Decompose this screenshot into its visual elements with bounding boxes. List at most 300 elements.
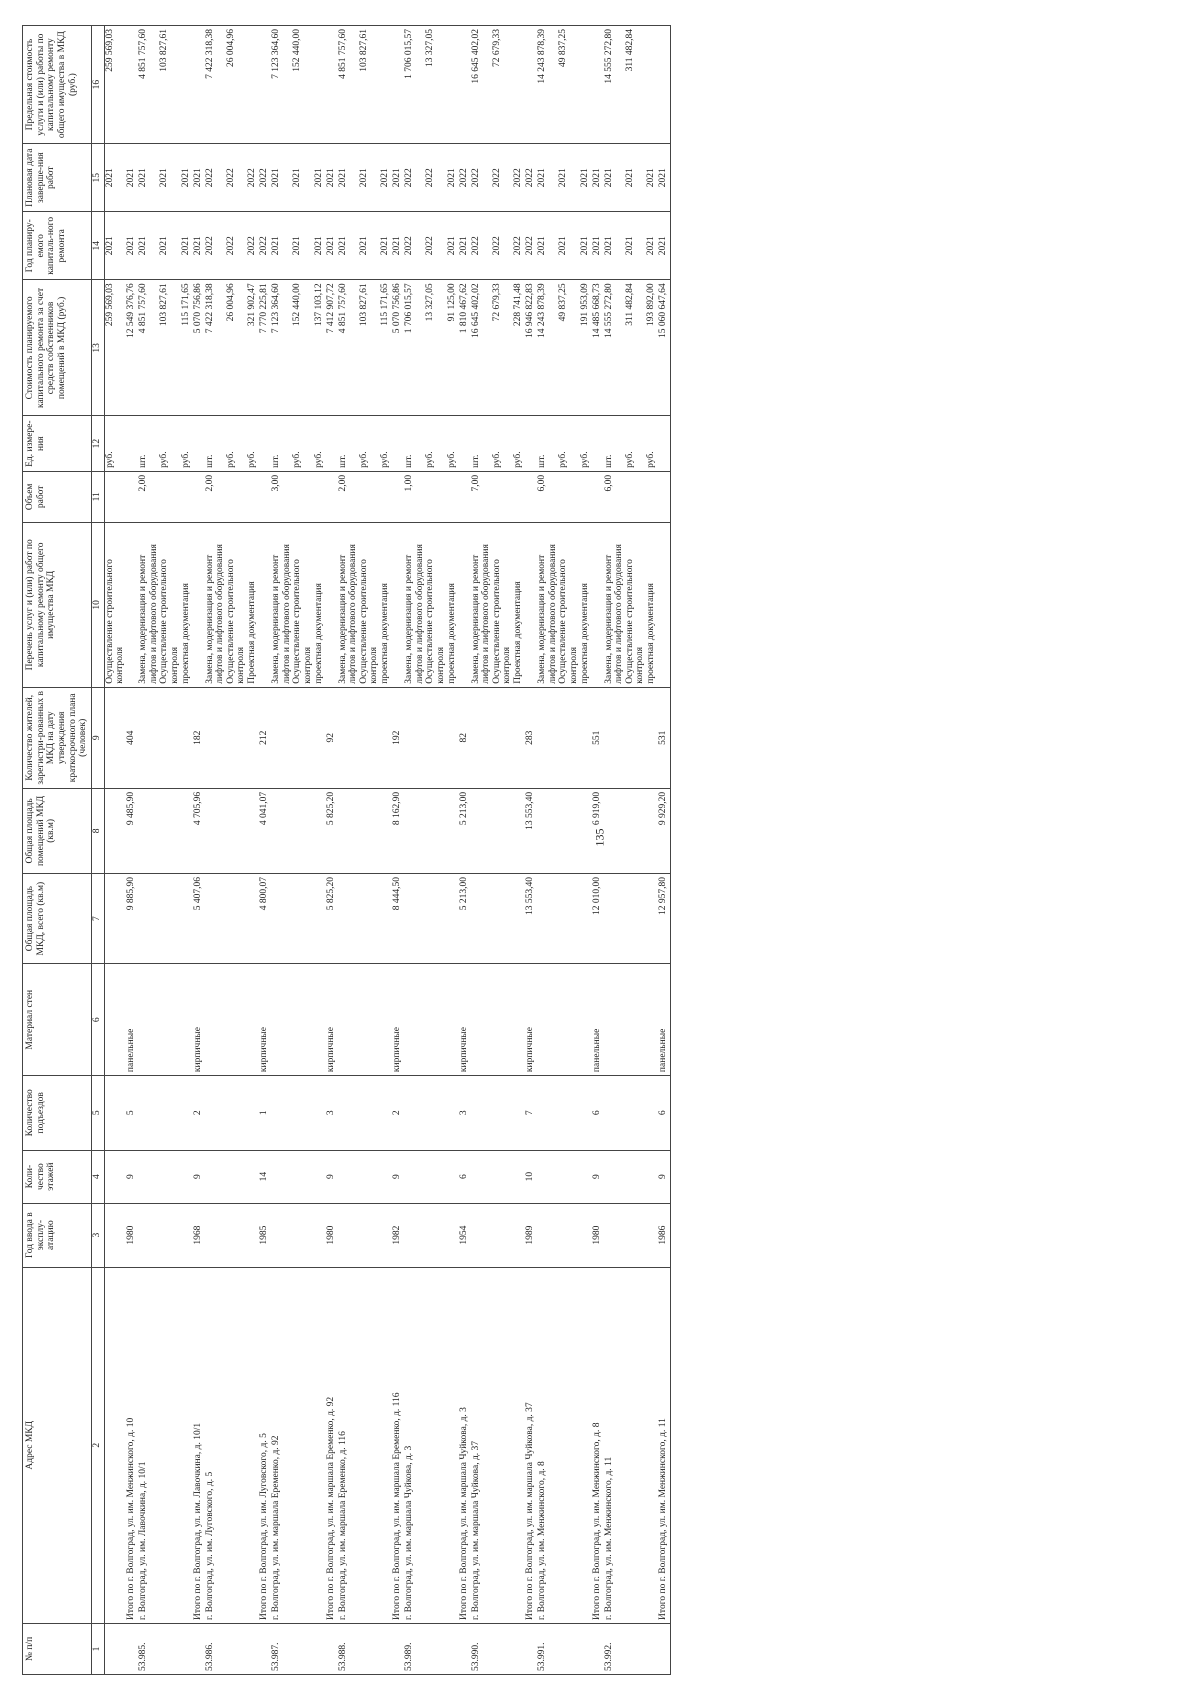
table-cell: 72 679,33 xyxy=(492,26,513,144)
table-row xyxy=(592,26,604,1675)
table-cell xyxy=(359,1150,380,1203)
table-cell xyxy=(404,1076,425,1150)
table-cell: руб. xyxy=(159,416,180,471)
table-cell: 13 327,05 xyxy=(425,26,446,144)
table-cell xyxy=(380,788,392,873)
table-cell: 2021 xyxy=(314,144,326,212)
table-cell xyxy=(181,873,193,963)
table-cell: 53.989. xyxy=(404,1623,425,1674)
table-cell xyxy=(314,26,326,144)
table-cell xyxy=(193,1623,205,1674)
table-cell xyxy=(646,1623,658,1674)
table-cell xyxy=(580,964,592,1076)
table-cell xyxy=(292,1150,313,1203)
column-header: Перечень услуг и (или) работ по капитальному ремонту общего имущества МКД xyxy=(23,522,92,687)
table-cell: 1982 xyxy=(392,1203,404,1267)
table-cell xyxy=(247,471,259,522)
table-cell xyxy=(205,788,226,873)
column-number-row xyxy=(91,26,104,1675)
table-cell xyxy=(181,1203,193,1267)
table-cell xyxy=(292,687,313,788)
table-cell xyxy=(558,687,579,788)
table-cell xyxy=(658,1623,671,1674)
table-cell: 5 825,20 xyxy=(326,873,338,963)
table-cell: руб. xyxy=(513,416,525,471)
table-cell xyxy=(181,26,193,144)
table-cell xyxy=(226,471,247,522)
table-row xyxy=(459,26,471,1675)
table-cell xyxy=(126,416,138,471)
table-cell: 2022 xyxy=(492,144,513,212)
table-cell xyxy=(525,522,537,687)
table-cell xyxy=(658,26,671,144)
table-cell xyxy=(537,1203,558,1267)
table-cell: 53.987. xyxy=(271,1623,292,1674)
table-row xyxy=(359,26,380,1675)
table-cell xyxy=(580,1623,592,1674)
table-cell: Замена, модернизация и ремонт лифтов и лифтового оборудования xyxy=(471,522,492,687)
table-cell: 2021 xyxy=(592,212,604,280)
table-cell xyxy=(492,1267,513,1623)
table-cell xyxy=(247,26,259,144)
table-cell: 2021 xyxy=(359,212,380,280)
table-cell xyxy=(646,471,658,522)
table-cell xyxy=(459,1623,471,1674)
table-cell: 5 825,20 xyxy=(326,788,338,873)
table-cell: 1954 xyxy=(459,1203,471,1267)
table-cell: 9 885,90 xyxy=(126,873,138,963)
table-cell: Итого по г. Волгоград, ул. им. маршала Еременко, д. 116 xyxy=(392,1267,404,1623)
table-cell: 12 549 376,76 xyxy=(126,280,138,416)
table-cell: 26 004,96 xyxy=(226,280,247,416)
column-number: 13 xyxy=(91,280,104,416)
table-cell: 2021 xyxy=(181,212,193,280)
table-cell: руб. xyxy=(292,416,313,471)
table-cell: Осуществление строительного контроля xyxy=(104,522,126,687)
table-cell: 2,00 xyxy=(138,471,159,522)
table-cell xyxy=(646,1076,658,1150)
table-cell: 115 171,65 xyxy=(181,280,193,416)
table-cell: проектная документация xyxy=(314,522,326,687)
table-cell: Замена, модернизация и ремонт лифтов и лифтового оборудования xyxy=(404,522,425,687)
table-cell: проектная документация xyxy=(447,522,459,687)
table-cell xyxy=(181,1150,193,1203)
table-cell: Проектная документация xyxy=(247,522,259,687)
table-cell: 1985 xyxy=(259,1203,271,1267)
table-cell: 6,00 xyxy=(604,471,625,522)
table-cell xyxy=(625,1623,646,1674)
table-cell xyxy=(392,26,404,144)
table-cell xyxy=(380,1267,392,1623)
table-cell xyxy=(471,964,492,1076)
table-cell: 53.991. xyxy=(537,1623,558,1674)
table-cell xyxy=(104,1150,126,1203)
table-row xyxy=(625,26,646,1675)
table-cell: 2021 xyxy=(604,144,625,212)
table-row xyxy=(447,26,459,1675)
table-cell: 2,00 xyxy=(205,471,226,522)
table-cell: 5 070 756,86 xyxy=(193,280,205,416)
table-row xyxy=(404,26,425,1675)
table-cell: кирпичные xyxy=(259,964,271,1076)
table-cell xyxy=(646,1150,658,1203)
table-cell: Осуществление строительного контроля xyxy=(226,522,247,687)
table-cell: 2021 xyxy=(447,144,459,212)
table-cell xyxy=(604,788,625,873)
table-cell: 2021 xyxy=(392,212,404,280)
table-cell: 7,00 xyxy=(471,471,492,522)
table-cell xyxy=(625,964,646,1076)
table-cell xyxy=(404,1150,425,1203)
table-cell: г. Волгоград, ул. им. Лавочкина, д. 10/1 xyxy=(138,1267,159,1623)
table-cell xyxy=(580,1203,592,1267)
table-cell: 193 892,00 xyxy=(646,280,658,416)
table-row xyxy=(604,26,625,1675)
table-cell: 2021 xyxy=(447,212,459,280)
column-number: 16 xyxy=(91,26,104,144)
table-cell: 2021 xyxy=(193,212,205,280)
table-cell: Осуществление строительного контроля xyxy=(425,522,446,687)
table-cell: 2021 xyxy=(314,212,326,280)
table-cell: г. Волгоград, ул. им. Менжинского, д. 8 xyxy=(537,1267,558,1623)
column-number: 4 xyxy=(91,1150,104,1203)
table-cell xyxy=(646,1267,658,1623)
table-cell xyxy=(580,788,592,873)
table-cell xyxy=(513,1076,525,1150)
table-cell xyxy=(625,1267,646,1623)
table-cell: Замена, модернизация и ремонт лифтов и лифтового оборудования xyxy=(271,522,292,687)
table-cell: 5 xyxy=(126,1076,138,1150)
table-cell: 5 407,06 xyxy=(193,873,205,963)
table-cell xyxy=(314,471,326,522)
table-cell xyxy=(658,416,671,471)
column-header: Материал стен xyxy=(23,964,92,1076)
table-cell: 2021 xyxy=(181,144,193,212)
table-cell: 1980 xyxy=(126,1203,138,1267)
table-cell xyxy=(558,1623,579,1674)
table-cell xyxy=(314,1076,326,1150)
table-cell xyxy=(181,1623,193,1674)
table-cell xyxy=(271,964,292,1076)
table-cell xyxy=(138,873,159,963)
table-cell xyxy=(226,873,247,963)
table-cell: 2021 xyxy=(292,144,313,212)
table-cell xyxy=(226,1267,247,1623)
table-cell: 137 103,12 xyxy=(314,280,326,416)
table-cell: 2021 xyxy=(625,144,646,212)
table-cell xyxy=(247,1150,259,1203)
table-cell: г. Волгоград, ул. им. маршала Чуйкова, д. 3 xyxy=(404,1267,425,1623)
table-cell xyxy=(392,471,404,522)
table-row xyxy=(380,26,392,1675)
table-cell xyxy=(492,964,513,1076)
table-cell xyxy=(104,788,126,873)
table-cell: 103 827,61 xyxy=(159,280,180,416)
table-cell xyxy=(492,1150,513,1203)
table-cell xyxy=(447,471,459,522)
table-cell: 2021 xyxy=(159,212,180,280)
column-number: 1 xyxy=(91,1623,104,1674)
table-cell xyxy=(459,522,471,687)
table-cell: Итого по г. Волгоград, ул. им. Менжинского, д. 10 xyxy=(126,1267,138,1623)
table-cell xyxy=(359,1623,380,1674)
table-cell xyxy=(181,1267,193,1623)
table-cell xyxy=(104,1267,126,1623)
table-cell xyxy=(380,1076,392,1150)
table-cell: 4 851 757,60 xyxy=(138,26,159,144)
table-cell: 2021 xyxy=(326,144,338,212)
table-cell xyxy=(359,1267,380,1623)
table-cell xyxy=(380,1623,392,1674)
table-cell: 2021 xyxy=(580,144,592,212)
table-cell: 531 xyxy=(658,687,671,788)
table-cell: 7 770 225,81 xyxy=(259,280,271,416)
table-cell: 8 444,50 xyxy=(392,873,404,963)
table-cell xyxy=(314,1623,326,1674)
table-cell xyxy=(425,1150,446,1203)
table-cell: 14 243 878,39 xyxy=(537,26,558,144)
table-row xyxy=(271,26,292,1675)
table-cell: 2021 xyxy=(159,144,180,212)
table-cell: Замена, модернизация и ремонт лифтов и лифтового оборудования xyxy=(205,522,226,687)
table-cell: 2021 xyxy=(658,144,671,212)
table-row xyxy=(646,26,658,1675)
table-row xyxy=(247,26,259,1675)
table-row xyxy=(658,26,671,1675)
table-cell: 1980 xyxy=(326,1203,338,1267)
table-cell: кирпичные xyxy=(193,964,205,1076)
table-cell xyxy=(513,788,525,873)
table-cell xyxy=(326,522,338,687)
table-cell xyxy=(159,873,180,963)
table-cell: 14 555 272,80 xyxy=(604,280,625,416)
table-cell: 283 xyxy=(525,687,537,788)
table-cell xyxy=(205,1150,226,1203)
table-cell: 16 645 402,02 xyxy=(471,26,492,144)
table-cell xyxy=(159,1623,180,1674)
table-cell xyxy=(380,873,392,963)
table-row xyxy=(492,26,513,1675)
table-cell: 2021 xyxy=(604,212,625,280)
table-cell: 2021 xyxy=(193,144,205,212)
table-cell: 7 123 364,60 xyxy=(271,26,292,144)
column-header: Количество жителей, зарегистри-рованных в МКД на дату утверждения краткосрочного плана (человек) xyxy=(23,687,92,788)
table-cell: 2021 xyxy=(138,212,159,280)
table-cell xyxy=(625,687,646,788)
table-cell: шт. xyxy=(138,416,159,471)
table-cell: шт. xyxy=(404,416,425,471)
table-cell: 2021 xyxy=(126,212,138,280)
table-cell: 2021 xyxy=(271,144,292,212)
table-cell xyxy=(604,687,625,788)
table-cell: Замена, модернизация и ремонт лифтов и лифтового оборудования xyxy=(604,522,625,687)
table-cell xyxy=(380,1203,392,1267)
column-number: 14 xyxy=(91,212,104,280)
table-row xyxy=(580,26,592,1675)
table-cell: 7 412 907,72 xyxy=(326,280,338,416)
table-cell: 6 919,00 xyxy=(592,788,604,873)
table-cell: 2021 xyxy=(558,212,579,280)
table-cell: Итого по г. Волгоград, ул. им. Менжинского, д. 11 xyxy=(658,1267,671,1623)
table-cell xyxy=(159,1076,180,1150)
table-cell xyxy=(558,964,579,1076)
table-cell: 2021 xyxy=(359,144,380,212)
table-cell xyxy=(580,1150,592,1203)
table-cell: 4 041,07 xyxy=(259,788,271,873)
table-cell xyxy=(404,687,425,788)
table-cell xyxy=(537,873,558,963)
table-cell xyxy=(646,873,658,963)
table-cell xyxy=(404,964,425,1076)
table-cell: руб. xyxy=(447,416,459,471)
table-cell: 103 827,61 xyxy=(359,26,380,144)
table-cell xyxy=(338,1150,359,1203)
table-cell: 49 837,25 xyxy=(558,26,579,144)
table-cell xyxy=(580,687,592,788)
table-cell: 9 xyxy=(126,1150,138,1203)
table-cell: 2021 xyxy=(392,144,404,212)
table-cell: 2021 xyxy=(380,212,392,280)
table-cell xyxy=(592,471,604,522)
table-cell: 1986 xyxy=(658,1203,671,1267)
table-cell xyxy=(537,687,558,788)
table-cell: 6,00 xyxy=(537,471,558,522)
table-row xyxy=(138,26,159,1675)
column-header: Год ввода в эксплу-атацию xyxy=(23,1203,92,1267)
table-cell xyxy=(104,964,126,1076)
table-cell xyxy=(359,687,380,788)
table-cell xyxy=(425,788,446,873)
table-cell xyxy=(271,873,292,963)
table-cell xyxy=(138,1150,159,1203)
table-cell: 7 123 364,60 xyxy=(271,280,292,416)
table-cell: 16 946 822,83 xyxy=(525,280,537,416)
table-cell: 7 xyxy=(525,1076,537,1150)
table-cell xyxy=(247,1076,259,1150)
table-cell xyxy=(338,873,359,963)
table-cell: 1,00 xyxy=(404,471,425,522)
header-row xyxy=(23,26,92,1675)
table-cell xyxy=(471,1203,492,1267)
table-cell: 5 070 756,86 xyxy=(392,280,404,416)
table-cell: 49 837,25 xyxy=(558,280,579,416)
table-cell xyxy=(513,471,525,522)
table-cell xyxy=(338,1203,359,1267)
table-cell xyxy=(314,687,326,788)
table-cell xyxy=(338,788,359,873)
table-cell xyxy=(126,522,138,687)
table-row xyxy=(181,26,193,1675)
table-cell xyxy=(404,788,425,873)
table-cell xyxy=(392,522,404,687)
table-cell xyxy=(338,1076,359,1150)
column-number: 15 xyxy=(91,144,104,212)
table-cell: 2021 xyxy=(646,212,658,280)
table-cell xyxy=(425,873,446,963)
column-header: № п/п xyxy=(23,1623,92,1674)
table-cell: 2021 xyxy=(537,212,558,280)
table-cell xyxy=(658,471,671,522)
table-cell: Итого по г. Волгоград, ул. им. маршала Чуйкова, д. 37 xyxy=(525,1267,537,1623)
table-cell: шт. xyxy=(471,416,492,471)
table-cell: 2021 xyxy=(625,212,646,280)
table-cell xyxy=(604,873,625,963)
table-cell: 2021 xyxy=(104,144,126,212)
table-row xyxy=(537,26,558,1675)
table-cell: 7 422 318,38 xyxy=(205,26,226,144)
table-cell: руб. xyxy=(580,416,592,471)
table-cell xyxy=(181,964,193,1076)
table-cell: Осуществление строительного контроля xyxy=(292,522,313,687)
table-cell: 2021 xyxy=(658,212,671,280)
table-cell: 92 xyxy=(326,687,338,788)
table-cell xyxy=(259,26,271,144)
table-header xyxy=(23,26,92,1675)
table-cell xyxy=(359,964,380,1076)
table-cell xyxy=(592,1623,604,1674)
table-cell xyxy=(126,1623,138,1674)
table-cell: 8 162,90 xyxy=(392,788,404,873)
table-row xyxy=(392,26,404,1675)
table-row xyxy=(126,26,138,1675)
table-cell xyxy=(314,964,326,1076)
column-header: Адрес МКД xyxy=(23,1267,92,1623)
table-cell xyxy=(492,1623,513,1674)
table-cell: руб. xyxy=(104,416,126,471)
capital-repair-table xyxy=(22,25,671,1675)
table-cell xyxy=(513,26,525,144)
column-number: 9 xyxy=(91,687,104,788)
table-cell: 15 060 647,64 xyxy=(658,280,671,416)
column-number: 10 xyxy=(91,522,104,687)
table-cell xyxy=(338,964,359,1076)
table-cell: 2021 xyxy=(338,144,359,212)
table-cell: 2022 xyxy=(471,212,492,280)
table-cell xyxy=(104,687,126,788)
table-cell xyxy=(247,873,259,963)
table-cell: 321 902,47 xyxy=(247,280,259,416)
table-cell: руб. xyxy=(226,416,247,471)
table-cell xyxy=(447,1150,459,1203)
table-cell xyxy=(247,1203,259,1267)
table-cell: г. Волгоград, ул. им. Менжинского, д. 11 xyxy=(604,1267,625,1623)
table-cell: 103 827,61 xyxy=(159,26,180,144)
table-cell: кирпичные xyxy=(326,964,338,1076)
table-row xyxy=(314,26,326,1675)
table-cell: руб. xyxy=(625,416,646,471)
table-cell: руб. xyxy=(646,416,658,471)
table-cell xyxy=(292,964,313,1076)
table-cell: 9 xyxy=(193,1150,205,1203)
table-cell xyxy=(326,26,338,144)
table-row xyxy=(471,26,492,1675)
table-cell: шт. xyxy=(604,416,625,471)
table-cell xyxy=(425,687,446,788)
table-cell xyxy=(447,964,459,1076)
table-cell xyxy=(205,687,226,788)
table-cell: руб. xyxy=(247,416,259,471)
table-cell xyxy=(558,1150,579,1203)
table-cell xyxy=(646,687,658,788)
column-number: 2 xyxy=(91,1267,104,1623)
table-cell xyxy=(425,1203,446,1267)
table-cell: 7 422 318,38 xyxy=(205,280,226,416)
table-cell: руб. xyxy=(359,416,380,471)
table-cell: Итого по г. Волгоград, ул. им. маршала Еременко, д. 92 xyxy=(326,1267,338,1623)
table-cell: 82 xyxy=(459,687,471,788)
table-cell xyxy=(226,687,247,788)
table-cell: 259 569,03 xyxy=(104,280,126,416)
